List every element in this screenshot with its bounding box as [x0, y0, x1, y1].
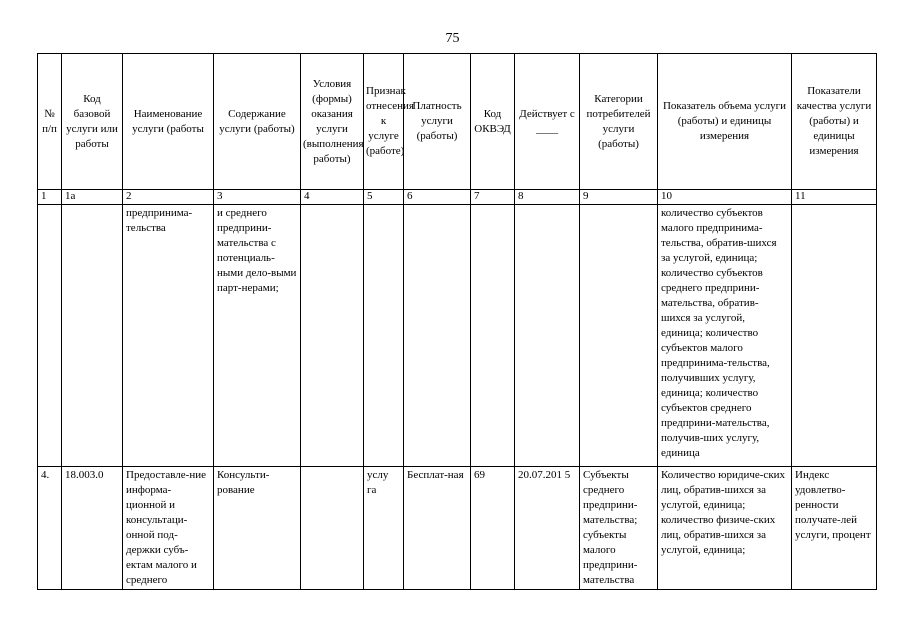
header-cell: Категории потребителей услуги (работы) [580, 54, 658, 190]
header-cell: Платность услуги (работы) [404, 54, 471, 190]
table-cell: 4. [38, 467, 62, 590]
table-cell [404, 205, 471, 467]
table-cell: Предоставле-ние информа-ционной и консультаци-онной под-держки субъ-ектам малого и среднего [123, 467, 214, 590]
table-cell: и среднего предприни-мательства с потенциаль-ными дело-выми парт-нерами; [214, 205, 301, 467]
table-cell: 69 [471, 467, 515, 590]
table-cell: Индекс удовлетво-ренности получате-лей услуги, процент [792, 467, 877, 590]
table-cell [580, 205, 658, 467]
header-cell: № п/п [38, 54, 62, 190]
table-cell [364, 205, 404, 467]
services-table [37, 53, 877, 590]
table-row [38, 467, 877, 590]
header-cell: Код базовой услуги или работы [62, 54, 123, 190]
header-cell: Содержание услуги (работы) [214, 54, 301, 190]
header-cell: Код ОКВЭД [471, 54, 515, 190]
column-number: 1 [38, 190, 62, 205]
header-cell: Признак отнесения к услуге (работе) [364, 54, 404, 190]
table-cell: Консульти-рование [214, 467, 301, 590]
column-number: 8 [515, 190, 580, 205]
table-cell [792, 205, 877, 467]
column-number: 2 [123, 190, 214, 205]
column-number: 1а [62, 190, 123, 205]
page-number: 75 [445, 31, 460, 46]
header-row [38, 54, 877, 190]
header-cell: Действует с ____ [515, 54, 580, 190]
table-cell: 20.07.201 5 [515, 467, 580, 590]
table-cell: услу га [364, 467, 404, 590]
header-cell: Наименование услуги (работы [123, 54, 214, 190]
table-cell: Субъекты среднего предприни-мательства; субъекты малого предприни-мательства [580, 467, 658, 590]
header-cell: Показатель объема услуги (работы) и единицы измерения [658, 54, 792, 190]
column-number: 6 [404, 190, 471, 205]
table-cell: 18.003.0 [62, 467, 123, 590]
table-cell [471, 205, 515, 467]
table-cell: Количество юридиче-ских лиц, обратив-шихся за услугой, единица; количество физиче-ских лиц, обратив-шихся за услугой, единица; [658, 467, 792, 590]
column-number: 5 [364, 190, 404, 205]
header-cell: Условия (формы) оказания услуги (выполнения работы) [301, 54, 364, 190]
column-number-row [38, 190, 877, 205]
table-row [38, 205, 877, 467]
column-number: 4 [301, 190, 364, 205]
table-cell [38, 205, 62, 467]
column-number: 9 [580, 190, 658, 205]
table-cell [62, 205, 123, 467]
column-number: 11 [792, 190, 877, 205]
header-cell: Показатели качества услуги (работы) и единицы измерения [792, 54, 877, 190]
table-cell: количество субъектов малого предпринима-тельства, обратив-шихся за услугой, единица; количество субъектов среднего предприни-мательства, обратив-шихся за услугой, единица; количество субъектов малого предпринима-тельства, получивших услугу, единица; количество субъектов среднего предприни-мательства, получив-ших услугу, единица [658, 205, 792, 467]
table-cell [301, 205, 364, 467]
table-cell [301, 467, 364, 590]
table-cell: предпринима-тельства [123, 205, 214, 467]
column-number: 7 [471, 190, 515, 205]
table-cell: Бесплат-ная [404, 467, 471, 590]
column-number: 10 [658, 190, 792, 205]
column-number: 3 [214, 190, 301, 205]
table-cell [515, 205, 580, 467]
